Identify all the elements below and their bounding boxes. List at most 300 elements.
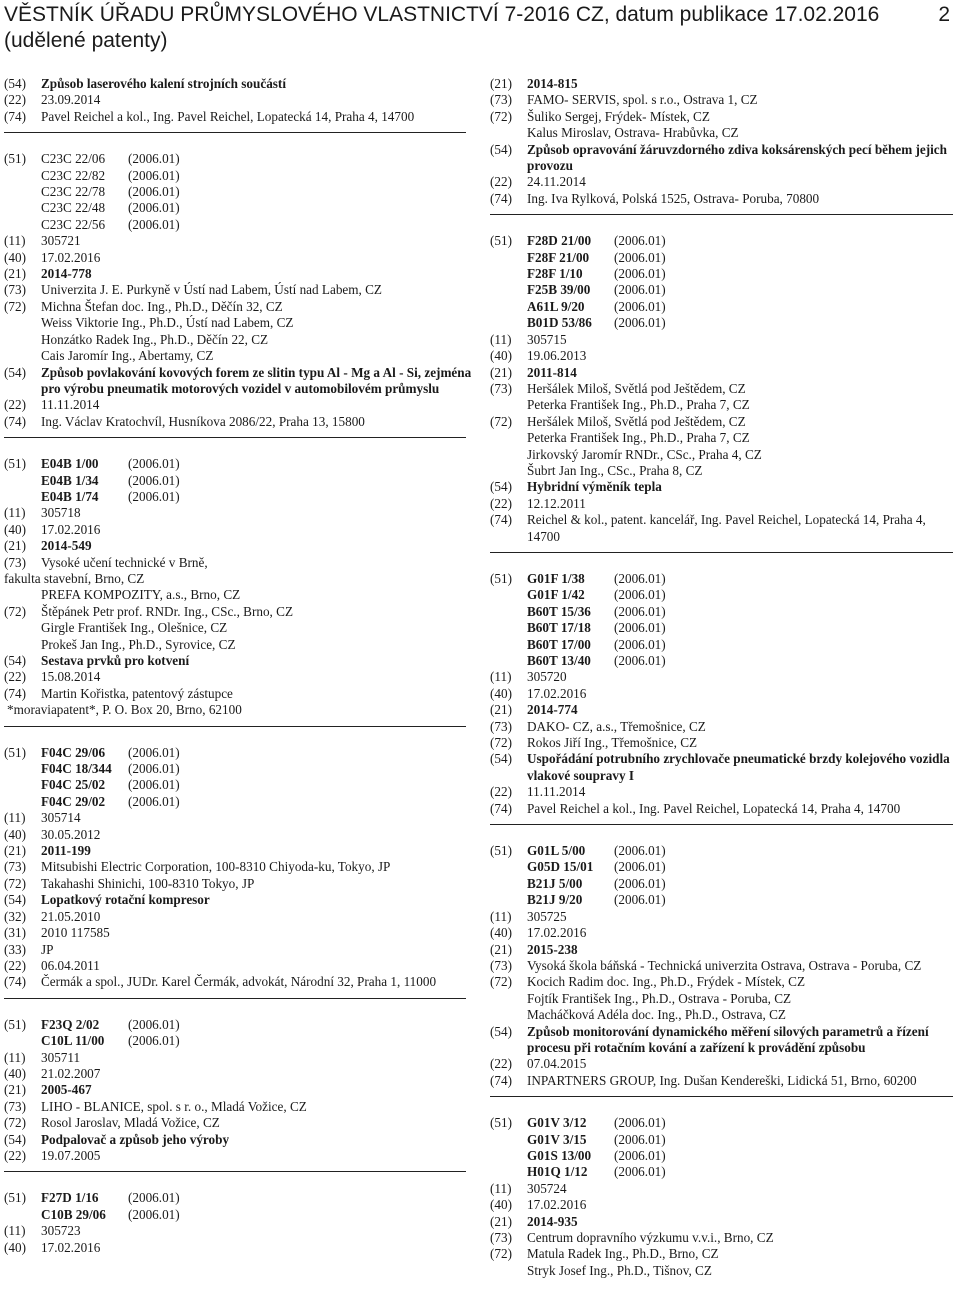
field-40 (4, 827, 472, 843)
inid-code: (21) (4, 538, 26, 554)
filing-date: 06.04.2011 (41, 957, 100, 973)
ipc-version: (2006.01) (128, 472, 180, 488)
ipc-code: F27D 1/16 (41, 1190, 99, 1206)
ipc-class (527, 299, 956, 315)
ipc-class (527, 587, 956, 603)
ipc-version: (2006.01) (614, 249, 666, 265)
inventor-list (41, 604, 472, 653)
publication-date: 17.02.2016 (41, 1239, 101, 1255)
patent-entry (4, 456, 472, 719)
publication-date: 17.02.2016 (41, 521, 101, 537)
publication-date: 30.05.2012 (41, 826, 101, 842)
inid-code: (74) (490, 800, 512, 816)
inventor: Matula Radek Ing., Ph.D., Brno, CZ (527, 1246, 719, 1262)
inid-code: (22) (4, 397, 26, 413)
ipc-code: E04B 1/34 (41, 472, 99, 488)
ipc-class (41, 745, 472, 761)
patent-number: 305725 (527, 908, 567, 924)
ipc-code: B21J 5/00 (527, 875, 583, 891)
ipc-version: (2006.01) (128, 488, 180, 504)
ipc-code: F25B 39/00 (527, 282, 591, 298)
inventor: Macháčková Adéla doc. Ing., Ph.D., Ostrava, CZ (527, 1007, 786, 1023)
ipc-list (41, 745, 472, 811)
field-54 (4, 653, 472, 669)
field-22 (4, 397, 472, 413)
inid-code: (72) (4, 875, 26, 891)
ipc-class (41, 168, 472, 184)
inid-code: (74) (4, 685, 26, 701)
field-54 (4, 365, 472, 398)
patent-entry (490, 571, 956, 817)
ipc-code: G01V 3/15 (527, 1131, 587, 1147)
ipc-code: C10L 11/00 (41, 1033, 105, 1049)
ipc-class (527, 637, 956, 653)
field-51 (490, 571, 956, 669)
inid-code: (33) (4, 941, 26, 957)
field-32 (4, 909, 472, 925)
inid-code: (11) (490, 331, 512, 347)
filing-date: 11.11.2014 (527, 784, 586, 800)
ipc-version: (2006.01) (128, 200, 180, 216)
inid-code: (73) (4, 554, 26, 570)
patent-title: Způsob opravování žáruvzdorného zdiva koksárenských pecí během jejich provozu (527, 141, 947, 174)
field-72 (4, 604, 472, 653)
field-40 (490, 925, 956, 941)
inid-code: (72) (4, 603, 26, 619)
inid-code: (74) (4, 108, 26, 124)
ipc-list (527, 1115, 956, 1181)
inid-code: (22) (490, 1056, 512, 1072)
ipc-code: C23C 22/56 (41, 216, 106, 232)
field-40 (490, 1197, 956, 1213)
ipc-list (41, 1017, 472, 1050)
application-number: 2005-467 (41, 1082, 92, 1098)
inid-code: (40) (4, 826, 26, 842)
patent-number: 305724 (527, 1180, 567, 1196)
ipc-code: F04C 18/344 (41, 761, 112, 777)
inid-code: (54) (4, 653, 26, 668)
inid-code: (73) (490, 1230, 512, 1245)
field-11 (4, 1223, 472, 1239)
field-22 (490, 496, 956, 512)
ipc-version: (2006.01) (614, 1131, 666, 1147)
field-73 (4, 859, 472, 875)
entry-separator (4, 437, 466, 438)
ipc-class (41, 1207, 472, 1223)
inventor-list (527, 974, 956, 1023)
entry-separator (490, 824, 953, 825)
ipc-version: (2006.01) (614, 266, 666, 282)
ipc-code: C10B 29/06 (41, 1206, 106, 1222)
ipc-class (527, 604, 956, 620)
field-51 (4, 456, 472, 505)
ipc-version: (2006.01) (614, 620, 666, 636)
ipc-list (41, 1190, 472, 1223)
ipc-code: G01F 1/38 (527, 570, 585, 586)
patent-title: Způsob povlakování kovových forem ze slitin typu Al - Mg a Al - Si, zejména pro výrobu pneumatik motorových vozidel v automobilovém průmyslu (41, 364, 472, 396)
left-column (4, 76, 472, 1256)
ipc-version: (2006.01) (614, 636, 666, 652)
ipc-class (527, 653, 956, 669)
field-51 (4, 1017, 472, 1050)
ipc-code: F04C 29/02 (41, 793, 106, 809)
application-number: 2014-935 (527, 1213, 578, 1229)
inid-code: (21) (4, 843, 26, 859)
filing-date: 23.09.2014 (41, 92, 101, 108)
ipc-class (527, 315, 956, 331)
publication-date: 17.02.2016 (527, 685, 587, 701)
field-21 (4, 266, 472, 282)
field-72 (4, 876, 472, 892)
ipc-code: E04B 1/74 (41, 488, 99, 504)
field-31 (4, 925, 472, 941)
ipc-code: C23C 22/82 (41, 167, 106, 183)
field-74 (4, 974, 472, 990)
inventor: Honzátko Radek Ing., Ph.D., Děčín 22, CZ (41, 331, 269, 347)
ipc-code: G05D 15/01 (527, 859, 594, 875)
field-22 (490, 784, 956, 800)
patent-title: Podpalovač a způsob jeho výroby (41, 1131, 230, 1147)
inid-code: (73) (490, 380, 512, 396)
field-22 (4, 958, 472, 974)
field-73 (490, 381, 956, 414)
bulletin-title: VĚSTNÍK ÚŘADU PRŮMYSLOVÉHO VLASTNICTVÍ 7-2016 CZ, datum publikace 17.02.2016 (4, 3, 880, 26)
inid-code: (11) (490, 669, 512, 685)
ipc-version: (2006.01) (128, 456, 180, 472)
inid-code: (72) (4, 298, 26, 314)
inid-code: (54) (490, 751, 512, 767)
inid-code: (74) (4, 974, 26, 990)
inid-code: (73) (4, 1098, 26, 1114)
field-51 (490, 843, 956, 909)
ipc-version: (2006.01) (128, 216, 180, 232)
field-21 (4, 843, 472, 859)
field-51 (4, 1190, 472, 1223)
ipc-class (527, 1148, 956, 1164)
inid-code: (74) (4, 413, 26, 429)
representative: Reichel & kol., patent. kancelář, Ing. Pavel Reichel, Lopatecká 14, Praha 4, 14700 (527, 512, 926, 544)
field-21 (490, 76, 956, 92)
patent-entry (4, 1017, 472, 1165)
field-40 (490, 348, 956, 364)
ipc-code: C23C 22/06 (41, 151, 106, 167)
inventor: Šuliko Sergej, Frýdek- Místek, CZ (527, 108, 710, 124)
ipc-version: (2006.01) (614, 298, 666, 314)
inventor: Weiss Viktorie Ing., Ph.D., Ústí nad Labem, CZ (41, 315, 294, 331)
ipc-version: (2006.01) (614, 315, 666, 331)
patent-title: Hybridní výměník tepla (527, 479, 662, 495)
patent-number: 305723 (41, 1223, 81, 1239)
inid-code: (11) (4, 810, 26, 826)
field-21 (490, 365, 956, 381)
inventor-list (527, 414, 956, 480)
field-11 (4, 1050, 472, 1066)
ipc-class (41, 473, 472, 489)
patent-entry (4, 151, 472, 430)
inid-code: (72) (490, 108, 512, 124)
patent-title: Způsob monitorování dynamického měření silových parametrů a řízení procesu při rotačním kování a zařízení k provádění způsobu (527, 1023, 929, 1055)
application-number: 2014-778 (41, 266, 92, 282)
ipc-class (527, 892, 956, 908)
inid-code: (54) (4, 76, 26, 91)
patent-entry (4, 745, 472, 991)
inventor: Heršálek Miloš, Světlá pod Ještědem, CZ (527, 413, 746, 429)
inid-code: (74) (490, 512, 512, 528)
inid-code: (40) (4, 521, 26, 537)
inid-code: (11) (490, 1180, 512, 1196)
inventor: Štěpánek Petr prof. RNDr. Ing., CSc., Brno, CZ (41, 603, 294, 619)
ipc-code: F04C 25/02 (41, 777, 106, 793)
field-22 (4, 92, 472, 108)
inid-code: (51) (4, 1190, 26, 1206)
ipc-class (41, 489, 472, 505)
ipc-code: G01S 13/00 (527, 1147, 592, 1163)
right-column (490, 76, 956, 1279)
patent-title: Sestava prvků pro kotvení (41, 653, 190, 668)
ipc-version: (2006.01) (128, 1033, 180, 1049)
ipc-code: F28F 21/00 (527, 249, 590, 265)
ipc-class (41, 761, 472, 777)
inid-code: (72) (490, 974, 512, 990)
owner: Centrum dopravního výzkumu v.v.i., Brno, CZ (527, 1230, 774, 1245)
ipc-list (527, 233, 956, 331)
field-40 (4, 1066, 472, 1082)
field-72 (490, 1246, 956, 1279)
application-number: 2014-774 (527, 702, 578, 718)
filing-date: 24.11.2014 (527, 174, 586, 190)
priority-country: JP (41, 941, 54, 957)
entry-separator (490, 1096, 953, 1097)
application-number: 2014-549 (41, 538, 92, 554)
inventor: Rosol Jaroslav, Mladá Vožice, CZ (41, 1115, 220, 1131)
inid-code: (74) (490, 1072, 512, 1088)
ipc-version: (2006.01) (128, 167, 180, 183)
field-11 (4, 233, 472, 249)
owner: Heršálek Miloš, Světlá pod Ještědem, CZ (527, 380, 746, 396)
owner: Univerzita J. E. Purkyně v Ústí nad Labem, Ústí nad Labem, CZ (41, 282, 382, 298)
inid-code: (51) (490, 843, 512, 859)
field-74 (4, 414, 472, 430)
ipc-code: A61L 9/20 (527, 298, 585, 314)
ipc-class (527, 282, 956, 298)
inid-code: (73) (4, 282, 26, 298)
ipc-class (527, 859, 956, 875)
inid-code: (11) (4, 233, 26, 249)
filing-date: 15.08.2014 (41, 669, 101, 685)
ipc-version: (2006.01) (128, 151, 180, 167)
inid-code: (51) (4, 456, 26, 472)
ipc-class (527, 843, 956, 859)
inid-code: (40) (4, 1239, 26, 1255)
ipc-version: (2006.01) (128, 761, 180, 777)
ipc-class (527, 1115, 956, 1131)
inventor-list (41, 299, 472, 365)
owner: Mitsubishi Electric Corporation, 100-8310 Chiyoda-ku, Tokyo, JP (41, 859, 391, 875)
inid-code: (40) (490, 685, 512, 701)
ipc-code: F23Q 2/02 (41, 1016, 100, 1032)
inventor: Rokos Jiří Ing., Třemošnice, CZ (527, 735, 698, 751)
inventor: Takahashi Shinichi, 100-8310 Tokyo, JP (41, 875, 255, 891)
ipc-version: (2006.01) (128, 1206, 180, 1222)
ipc-list (527, 843, 956, 909)
page-number: 2 (938, 3, 950, 26)
ipc-version: (2006.01) (614, 1164, 666, 1180)
field-54 (4, 1132, 472, 1148)
field-54 (4, 76, 472, 92)
patent-entry (4, 1190, 472, 1256)
field-40 (4, 522, 472, 538)
field-11 (490, 909, 956, 925)
field-72 (490, 414, 956, 480)
inid-code: (22) (4, 1147, 26, 1163)
representative: Pavel Reichel a kol., Ing. Pavel Reichel, Lopatecká 14, Praha 4, 14700 (41, 108, 415, 124)
ipc-class (527, 1132, 956, 1148)
inid-code: (21) (490, 1213, 512, 1229)
publication-date: 21.02.2007 (41, 1065, 101, 1081)
field-73 (4, 1099, 472, 1115)
inid-code: (74) (490, 190, 512, 206)
field-21 (490, 1214, 956, 1230)
ipc-code: B01D 53/86 (527, 315, 592, 331)
field-74 (490, 191, 956, 207)
patent-number: 305718 (41, 505, 81, 521)
field-73 (4, 282, 472, 298)
entry-separator (490, 552, 953, 553)
page-header (4, 2, 954, 54)
ipc-code: G01L 5/00 (527, 843, 586, 859)
entry-separator (490, 214, 953, 215)
priority-date: 21.05.2010 (41, 908, 101, 924)
inid-code: (22) (4, 92, 26, 108)
field-11 (4, 505, 472, 521)
inid-code: (11) (490, 908, 512, 924)
field-54 (490, 1024, 956, 1057)
field-40 (490, 686, 956, 702)
inventor: Peterka František Ing., Ph.D., Praha 7, CZ (527, 430, 750, 446)
field-74 (490, 512, 956, 545)
ipc-code: F04C 29/06 (41, 744, 106, 760)
filing-date: 11.11.2014 (41, 397, 100, 413)
field-72 (490, 735, 956, 751)
owner: Vysoké učení technické v Brně, (41, 554, 208, 570)
representative: Ing. Iva Rylková, Polská 1525, Ostrava- Poruba, 70800 (527, 190, 820, 206)
ipc-code: F28D 21/00 (527, 233, 592, 249)
inid-code: (72) (490, 735, 512, 751)
field-72 (490, 109, 956, 142)
field-51 (490, 233, 956, 331)
application-number: 2014-815 (527, 76, 578, 91)
inid-code: (31) (4, 925, 26, 941)
patent-entry (490, 1115, 956, 1279)
inid-code: (40) (4, 1065, 26, 1081)
ipc-version: (2006.01) (128, 793, 180, 809)
ipc-code: B60T 17/00 (527, 636, 591, 652)
ipc-code: B60T 17/18 (527, 620, 591, 636)
ipc-version: (2006.01) (128, 744, 180, 760)
ipc-code: G01V 3/12 (527, 1115, 587, 1131)
ipc-code: C23C 22/78 (41, 184, 106, 200)
field-22 (490, 174, 956, 190)
representative: Martin Kořistka, patentový zástupce (41, 685, 233, 701)
ipc-version: (2006.01) (614, 892, 666, 908)
field-54 (490, 751, 956, 784)
ipc-version: (2006.01) (614, 570, 666, 586)
ipc-class (41, 456, 472, 472)
patent-title: Lopatkový rotační kompresor (41, 892, 210, 908)
field-21 (4, 1082, 472, 1098)
field-21 (4, 538, 472, 554)
field-22 (490, 1056, 956, 1072)
inid-code: (54) (490, 479, 512, 495)
field-11 (4, 810, 472, 826)
ipc-class (41, 184, 472, 200)
field-22 (4, 1148, 472, 1164)
ipc-version: (2006.01) (614, 843, 666, 859)
field-11 (490, 332, 956, 348)
inid-code: (11) (4, 1223, 26, 1239)
inid-code: (54) (490, 141, 512, 157)
field-73 (490, 719, 956, 735)
inid-code: (72) (490, 1246, 512, 1262)
inid-code: (22) (4, 669, 26, 685)
ipc-code: H01Q 1/12 (527, 1164, 588, 1180)
field-73 (490, 1230, 956, 1246)
ipc-version: (2006.01) (128, 1190, 180, 1206)
inid-code: (21) (4, 1082, 26, 1098)
inid-code: (21) (4, 266, 26, 282)
inventor: Cais Jaromír Ing., Abertamy, CZ (41, 348, 214, 364)
field-51 (490, 1115, 956, 1181)
ipc-code: B60T 13/40 (527, 653, 591, 668)
patent-number: 305711 (41, 1049, 81, 1065)
inid-code: (73) (490, 957, 512, 973)
inid-code: (22) (490, 495, 512, 511)
inid-code: (40) (490, 348, 512, 364)
inid-code: (54) (4, 364, 26, 380)
inid-code: (51) (4, 744, 26, 760)
ipc-code: B21J 9/20 (527, 892, 583, 908)
ipc-code: G01F 1/42 (527, 587, 585, 603)
ipc-code: B60T 15/36 (527, 603, 591, 619)
field-33 (4, 942, 472, 958)
field-40 (4, 1240, 472, 1256)
inventor-list (527, 1246, 956, 1279)
field-11 (490, 1181, 956, 1197)
ipc-version: (2006.01) (128, 1016, 180, 1032)
inid-code: (32) (4, 908, 26, 924)
entry-separator (4, 132, 466, 133)
inid-code: (73) (490, 92, 512, 108)
inid-code: (54) (4, 1131, 26, 1147)
ipc-class (41, 777, 472, 793)
field-72 (490, 974, 956, 1023)
owner: LIHO - BLANICE, spol. s r. o., Mladá Vožice, CZ (41, 1098, 307, 1114)
application-number: 2011-814 (527, 364, 577, 380)
ipc-version: (2006.01) (128, 777, 180, 793)
application-number: 2015-238 (527, 941, 578, 957)
inventor: Michna Štefan doc. Ing., Ph.D., Děčín 32, CZ (41, 298, 283, 314)
inid-code: (21) (490, 364, 512, 380)
ipc-class (527, 571, 956, 587)
ipc-class (527, 233, 956, 249)
field-51 (4, 745, 472, 811)
ipc-class (41, 200, 472, 216)
field-74 (4, 109, 472, 125)
owner: Vysoká škola báňská - Technická univerzita Ostrava, Ostrava - Poruba, CZ (527, 957, 922, 973)
inid-code: (40) (490, 925, 512, 941)
inventor: Jirkovský Jaromír RNDr., CSc., Praha 4, CZ (527, 446, 762, 462)
owner: Peterka František Ing., Ph.D., Praha 7, CZ (527, 397, 750, 413)
